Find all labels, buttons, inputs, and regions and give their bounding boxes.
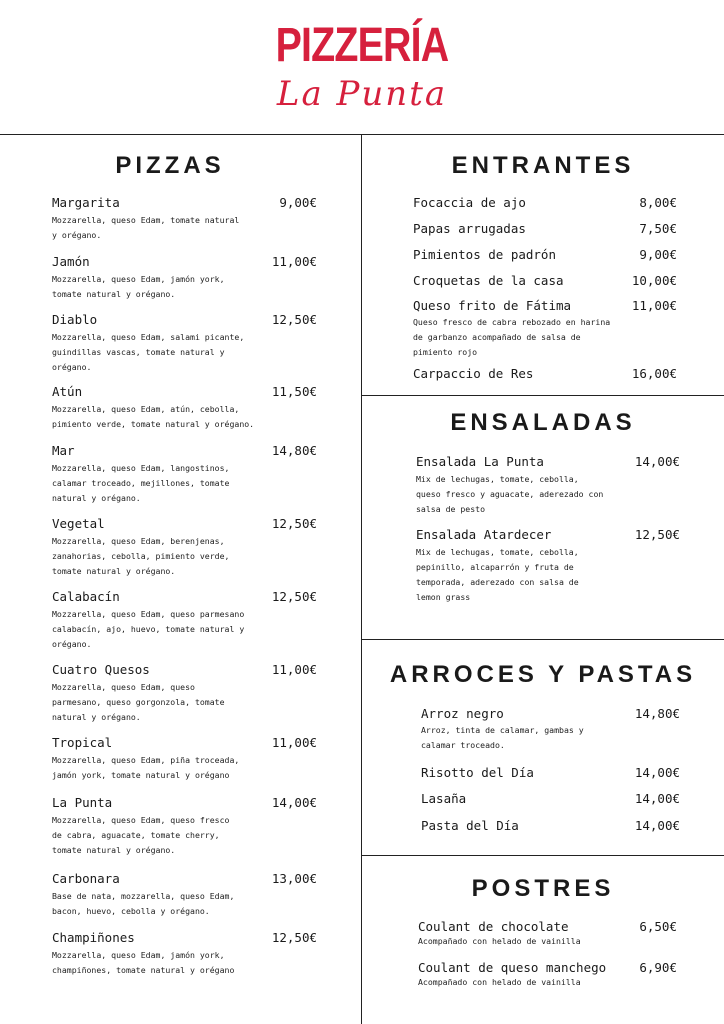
item-name: Pasta del Día (421, 818, 519, 833)
item-price: 16,00€ (631, 366, 677, 381)
item-price: 14,00€ (634, 818, 680, 833)
menu-header (0, 0, 724, 135)
item-price: 6,90€ (639, 960, 677, 975)
item-description: Mozzarella, queso Edam, salami picante, guindillas vascas, tomate natural y orégano. (52, 332, 245, 372)
item-name: Focaccia de ajo (413, 195, 526, 210)
item-price: 14,00€ (271, 795, 317, 810)
item-name: Tropical (52, 735, 113, 750)
item-description: Mozzarella, queso Edam, piña troceada, jamón york, tomate natural y orégano (52, 755, 240, 780)
section-title-entrantes: ENTRANTES (451, 152, 635, 179)
item-name: Papas arrugadas (413, 221, 526, 236)
item-description: Arroz, tinta de calamar, gambas y calamar troceado. (421, 725, 584, 750)
item-description: Mozzarella, queso Edam, queso fresco de cabra, aguacate, tomate cherry, tomate natural y orégano. (52, 815, 230, 855)
item-price: 6,50€ (639, 919, 677, 934)
item-name: Margarita (52, 195, 120, 210)
item-name: Croquetas de la casa (413, 273, 564, 288)
item-price: 12,50€ (271, 589, 317, 604)
item-name: Coulant de chocolate (418, 919, 569, 934)
section-divider (362, 855, 724, 856)
item-name: Cuatro Quesos (52, 662, 150, 677)
section-title-arroces: ARROCES Y PASTAS (389, 661, 697, 688)
section-divider (362, 395, 724, 396)
item-price: 12,50€ (271, 516, 317, 531)
item-name: Ensalada Atardecer (416, 527, 552, 542)
item-name: Jamón (52, 254, 90, 269)
item-description: Queso fresco de cabra rebozado en harina de garbanzo acompañado de salsa de pimiento rojo (413, 317, 611, 357)
item-name: Diablo (52, 312, 98, 327)
item-name: Ensalada La Punta (416, 454, 544, 469)
item-price: 13,00€ (271, 871, 317, 886)
item-name: Queso frito de Fátima (413, 298, 572, 313)
section-divider (362, 639, 724, 640)
item-description: Acompañado con helado de vainilla (418, 936, 581, 946)
item-price: 11,50€ (271, 384, 317, 399)
item-name: Coulant de queso manchego (418, 960, 607, 975)
item-name: Calabacín (52, 589, 120, 604)
item-name: Atún (52, 384, 83, 399)
item-description: Mozzarella, queso Edam, langostinos, calamar troceado, mejillones, tomate natural y orégano. (52, 463, 230, 503)
item-price: 10,00€ (631, 273, 677, 288)
item-price: 9,00€ (279, 195, 317, 210)
item-price: 14,80€ (634, 706, 680, 721)
item-description: Mix de lechugas, tomate, cebolla, pepinillo, alcaparrón y fruta de temporada, aderezado con salsa de lemon grass (416, 547, 579, 602)
item-description: Mozzarella, queso Edam, jamón york, champiñones, tomate natural y orégano (52, 950, 235, 975)
item-description: Base de nata, mozzarella, queso Edam, bacon, huevo, cebolla y orégano. (52, 891, 235, 916)
item-description: Mozzarella, queso Edam, queso parmesano calabacín, ajo, huevo, tomate natural y orégano. (52, 609, 245, 649)
item-price: 12,50€ (271, 930, 317, 945)
item-name: Lasaña (421, 791, 467, 806)
item-name: Pimientos de padrón (413, 247, 556, 262)
item-name: Champiñones (52, 930, 135, 945)
item-name: Carpaccio de Res (413, 366, 534, 381)
item-price: 11,00€ (631, 298, 677, 313)
item-name: Mar (52, 443, 75, 458)
brand-subtitle: La Punta (276, 74, 448, 114)
item-price: 14,80€ (271, 443, 317, 458)
item-price: 9,00€ (639, 247, 677, 262)
item-price: 8,00€ (639, 195, 677, 210)
item-price: 11,00€ (271, 254, 317, 269)
section-title-pizzas: PIZZAS (115, 152, 225, 179)
item-price: 7,50€ (639, 221, 677, 236)
section-title-ensaladas: ENSALADAS (450, 409, 636, 436)
item-description: Mozzarella, queso Edam, jamón york, tomate natural y orégano. (52, 274, 225, 299)
item-name: Risotto del Día (421, 765, 534, 780)
item-name: Vegetal (52, 516, 105, 531)
item-price: 14,00€ (634, 791, 680, 806)
item-description: Mozzarella, queso Edam, queso parmesano, queso gorgonzola, tomate natural y orégano. (52, 682, 225, 722)
item-price: 12,50€ (271, 312, 317, 327)
item-price: 14,00€ (634, 454, 680, 469)
item-price: 14,00€ (634, 765, 680, 780)
item-description: Acompañado con helado de vainilla (418, 977, 581, 987)
item-description: Mix de lechugas, tomate, cebolla, queso fresco y aguacate, aderezado con salsa de pesto (416, 474, 604, 514)
section-title-postres: POSTRES (471, 875, 615, 902)
item-name: La Punta (52, 795, 113, 810)
item-price: 11,00€ (271, 662, 317, 677)
item-description: Mozzarella, queso Edam, berenjenas, zanahorias, cebolla, pimiento verde, tomate natural y orégano. (52, 536, 230, 576)
item-name: Carbonara (52, 871, 120, 886)
item-name: Arroz negro (421, 706, 504, 721)
item-description: Mozzarella, queso Edam, atún, cebolla, pimiento verde, tomate natural y orégano. (52, 404, 255, 429)
brand-title: PIZZERÍA (275, 19, 449, 72)
item-price: 11,00€ (271, 735, 317, 750)
item-price: 12,50€ (634, 527, 680, 542)
item-description: Mozzarella, queso Edam, tomate natural y orégano. (52, 215, 240, 240)
